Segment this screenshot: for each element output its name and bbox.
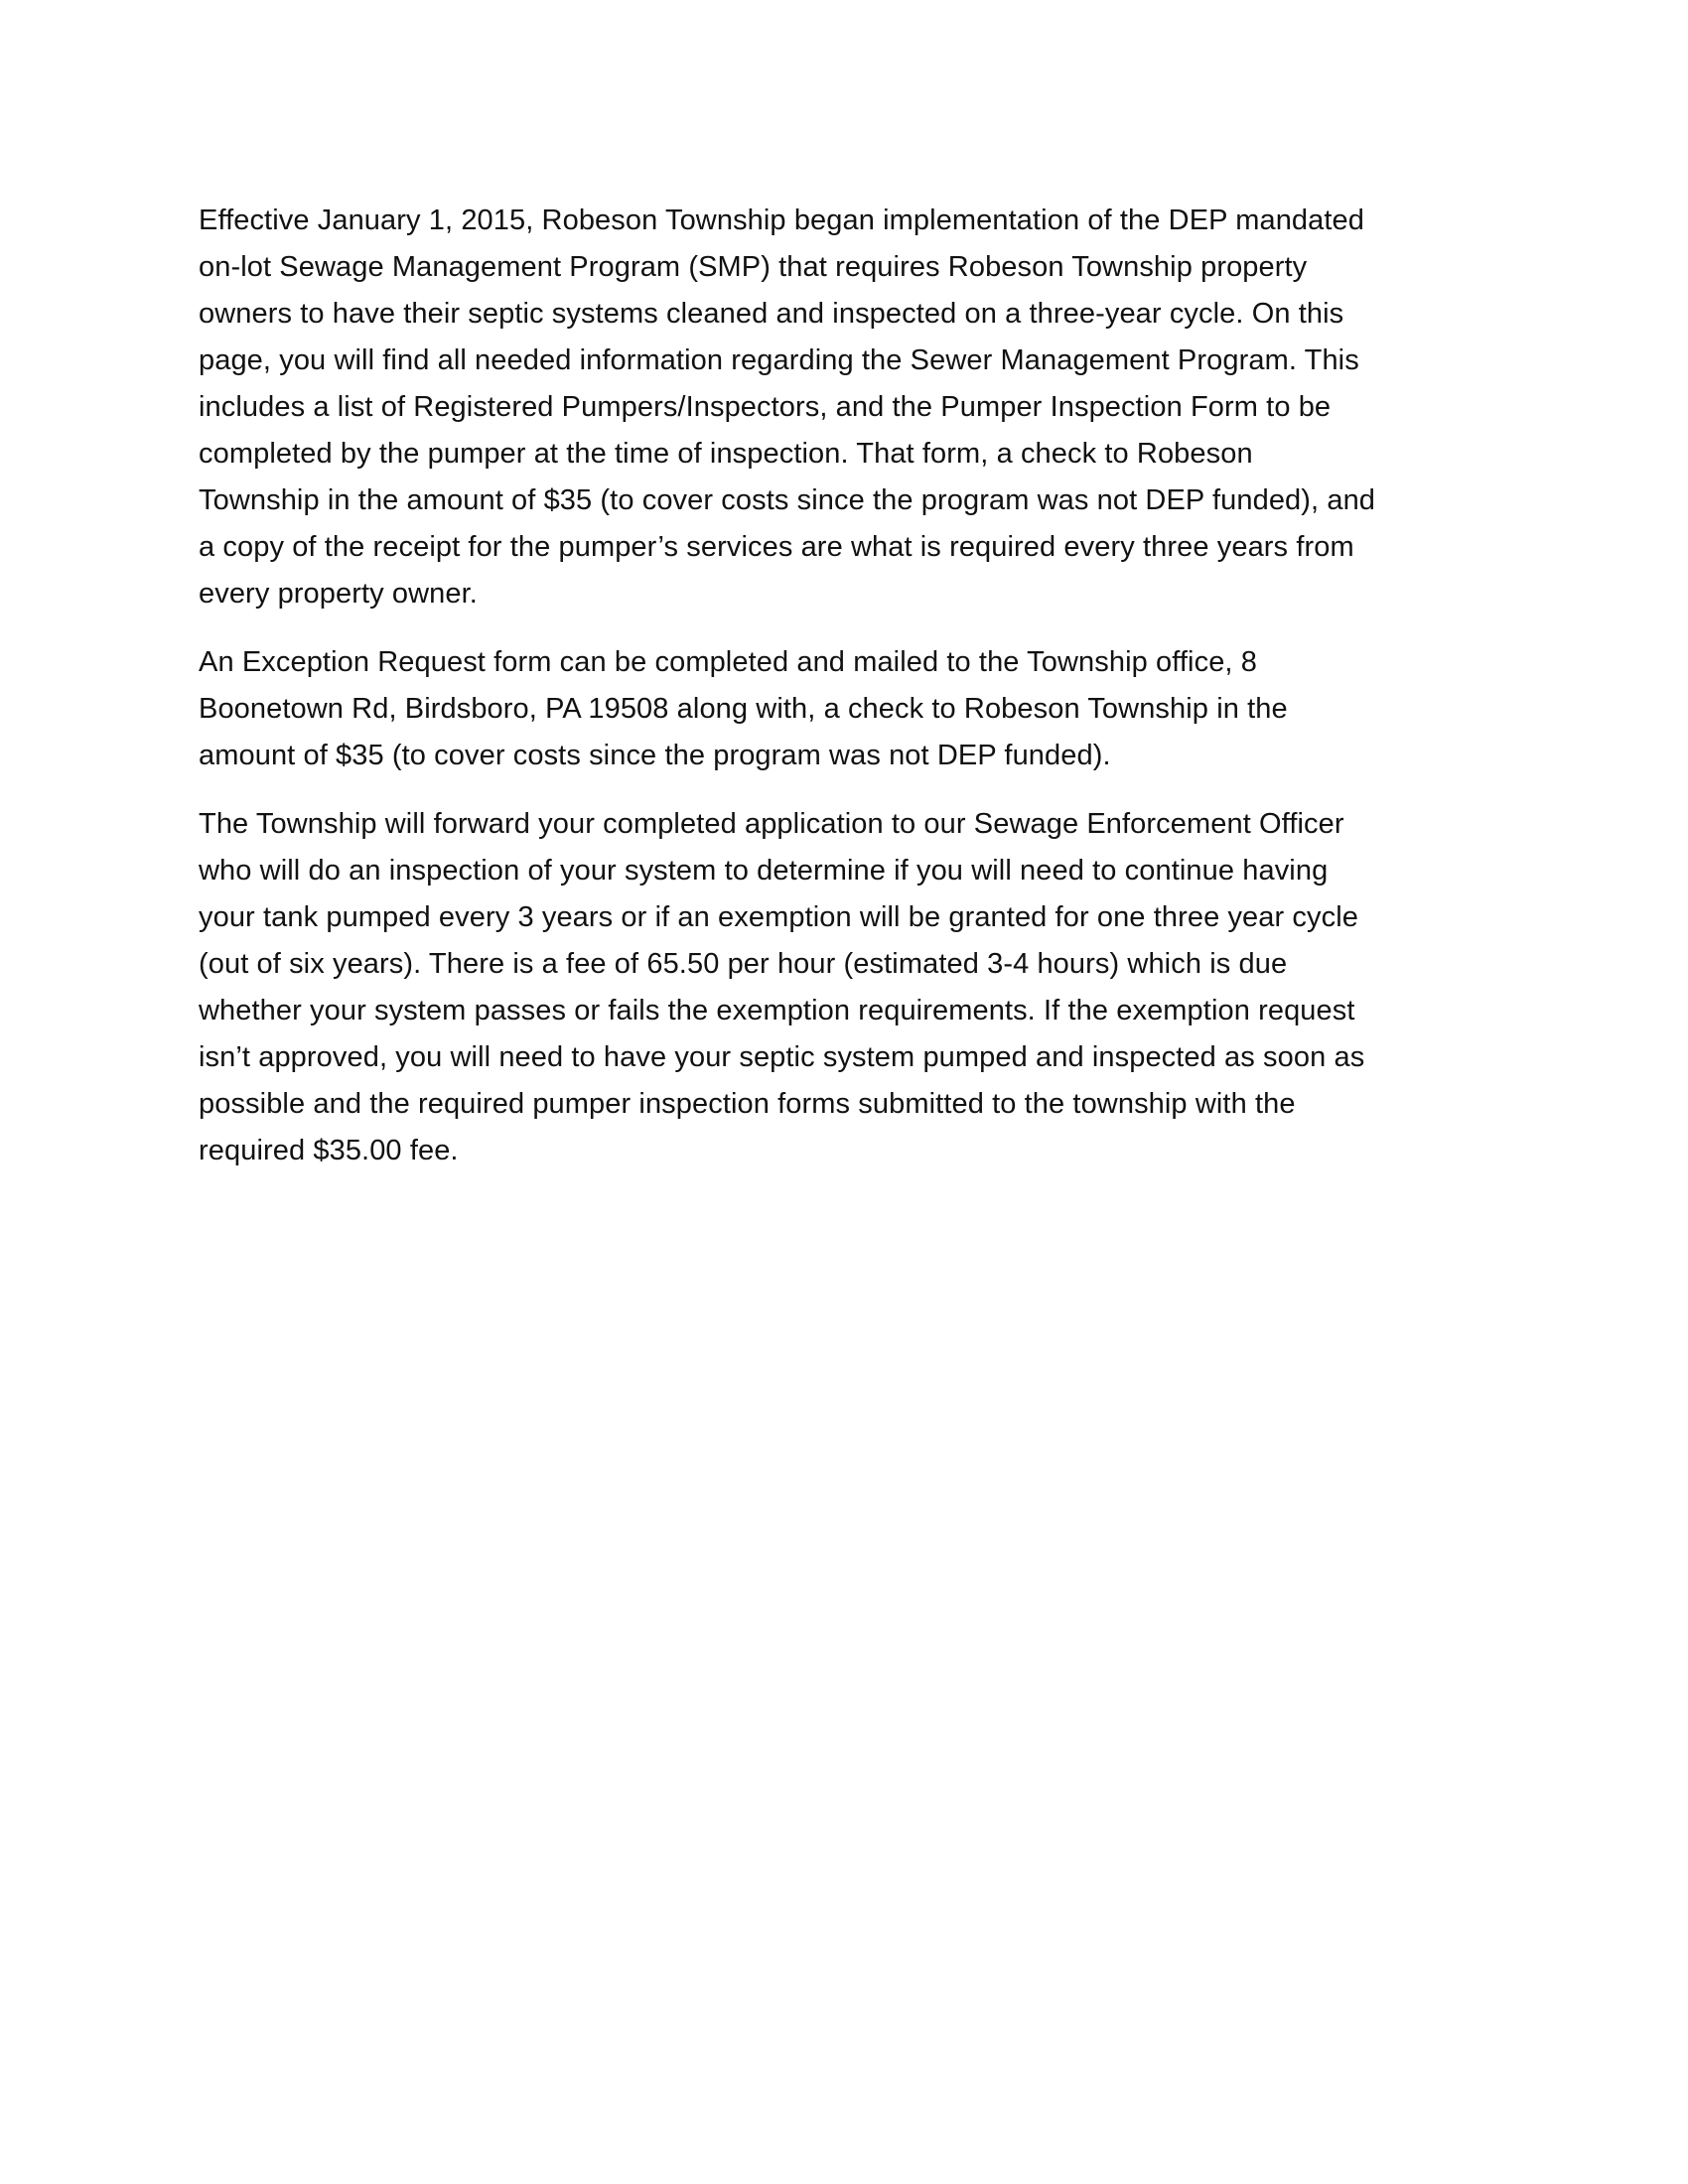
text-line: completed by the pumper at the time of inspection. That form, a check to Robeson bbox=[199, 438, 1253, 470]
text-line: (out of six years). There is a fee of 65.50 per hour (estimated 3-4 hours) which is due bbox=[199, 948, 1288, 980]
text-line: your tank pumped every 3 years or if an exemption will be granted for one three year cycle bbox=[199, 901, 1358, 933]
text-line: isn’t approved, you will need to have your septic system pumped and inspected as soon as bbox=[199, 1041, 1365, 1073]
text-line: page, you will find all needed information regarding the Sewer Management Program. This bbox=[199, 344, 1359, 376]
text-line: owners to have their septic systems cleaned and inspected on a three-year cycle. On this bbox=[199, 298, 1344, 330]
text-line: on-lot Sewage Management Program (SMP) that requires Robeson Township property bbox=[199, 251, 1308, 283]
text-line: every property owner. bbox=[199, 578, 478, 610]
text-line: possible and the required pumper inspection forms submitted to the township with the bbox=[199, 1088, 1296, 1120]
text-line: a copy of the receipt for the pumper’s services are what is required every three years from bbox=[199, 531, 1354, 563]
text-line: required $35.00 fee. bbox=[199, 1135, 459, 1166]
text-line: who will do an inspection of your system to determine if you will need to continue having bbox=[199, 855, 1329, 887]
text-line: The Township will forward your completed application to our Sewage Enforcement Officer bbox=[199, 808, 1344, 840]
text-line: includes a list of Registered Pumpers/Inspectors, and the Pumper Inspection Form to be bbox=[199, 391, 1332, 423]
text-line: Township in the amount of $35 (to cover costs since the program was not DEP funded), and bbox=[199, 484, 1376, 516]
text-line: An Exception Request form can be completed and mailed to the Township office, 8 bbox=[199, 646, 1257, 678]
text-line: whether your system passes or fails the exemption requirements. If the exemption request bbox=[199, 995, 1355, 1026]
text-line: Boonetown Rd, Birdsboro, PA 19508 along with, a check to Robeson Township in the bbox=[199, 693, 1288, 725]
text-line: amount of $35 (to cover costs since the program was not DEP funded). bbox=[199, 740, 1111, 771]
text-line: Effective January 1, 2015, Robeson Township began implementation of the DEP mandated bbox=[199, 205, 1364, 236]
